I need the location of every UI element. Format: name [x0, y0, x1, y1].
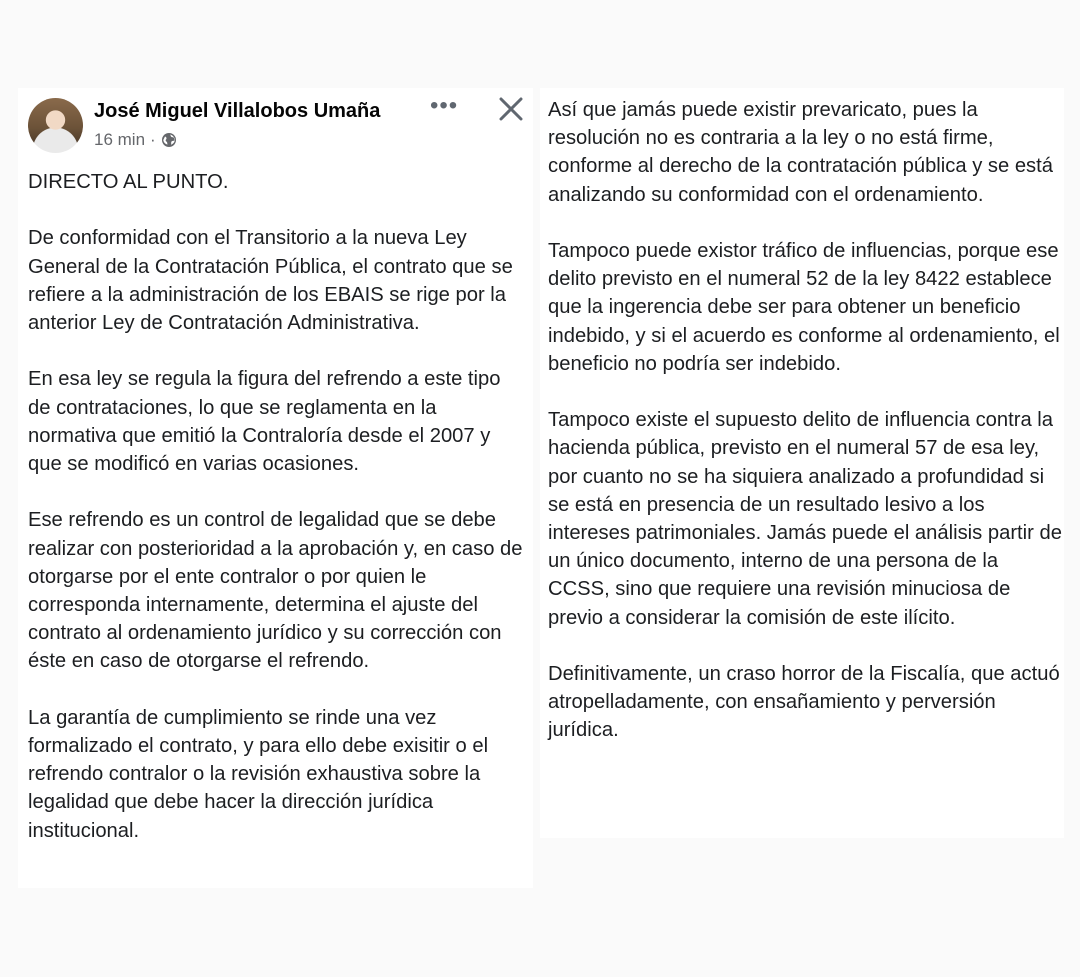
post-paragraph: De conformidad con el Transitorio a la nueva Ley General de la Contratación Pública, el contrato que se refiere a la administración de los EBAIS se rige por la anterior Ley de Contratación Administrativa. — [28, 227, 513, 334]
post-paragraph: Así que jamás puede existir prevaricato, pues la resolución no es contraria a la ley o no está firme, conforme al derecho de la contratación pública y se está analizando su conformidad con el ordenamiento. — [548, 99, 1053, 206]
post-body-left — [28, 168, 528, 873]
avatar[interactable] — [28, 98, 83, 153]
post-paragraph: DIRECTO AL PUNTO. — [28, 171, 229, 193]
post-paragraph: Tampoco puede existor tráfico de influencias, porque ese delito previsto en el numeral 52 de la ley 8422 establece que la ingerencia debe ser para obtener un beneficio indebido, y si el acuerdo es conforme al ordenamiento, el beneficio no podría ser indebido. — [548, 240, 1060, 375]
globe-icon[interactable] — [161, 132, 177, 148]
post-meta — [94, 130, 177, 150]
close-icon[interactable] — [498, 96, 524, 122]
more-options-icon[interactable]: ••• — [430, 92, 459, 119]
post-left-panel — [18, 88, 533, 888]
post-body-right — [548, 96, 1062, 773]
post-header — [18, 88, 533, 168]
meta-separator: · — [150, 130, 156, 149]
post-paragraph: Tampoco existe el supuesto delito de influencia contra la hacienda pública, previsto en el numeral 57 de esa ley, por cuanto no se ha siquiera analizado a profundidad si se está en presencia de un resultado lesivo a los intereses patrimoniales. Jamás puede el análisis partir de un único documento, interno de una persona de la CCSS, sino que requiere una revisión minuciosa de previo a considerar la comisión de este ilícito. — [548, 409, 1062, 629]
post-paragraph: Definitivamente, un craso horror de la Fiscalía, que actuó atropelladamente, con ensañamiento y perversión jurídica. — [548, 663, 1060, 742]
post-paragraph: La garantía de cumplimiento se rinde una vez formalizado el contrato, y para ello debe exisitir o el refrendo contralor o la revisión exhaustiva sobre la legalidad que debe hacer la dirección jurídica institucional. — [28, 706, 489, 842]
post-time[interactable]: 16 min — [94, 130, 146, 149]
post-paragraph: En esa ley se regula la figura del refrendo a este tipo de contrataciones, lo que se reglamenta en la normativa que emitió la Contraloría desde el 2007 y que se modificó en varias ocasiones. — [28, 368, 501, 475]
author-name[interactable]: José Miguel Villalobos Umaña — [94, 100, 381, 122]
post-right-panel — [540, 88, 1064, 838]
post-paragraph: Ese refrendo es un control de legalidad que se debe realizar con posterioridad a la aprobación y, en caso de otorgarse por el ente contralor o por quien le corresponda internamente, determina el ajuste del contrato al ordenamiento jurídico y su corrección con éste en caso de otorgarse el refrendo. — [28, 509, 523, 673]
